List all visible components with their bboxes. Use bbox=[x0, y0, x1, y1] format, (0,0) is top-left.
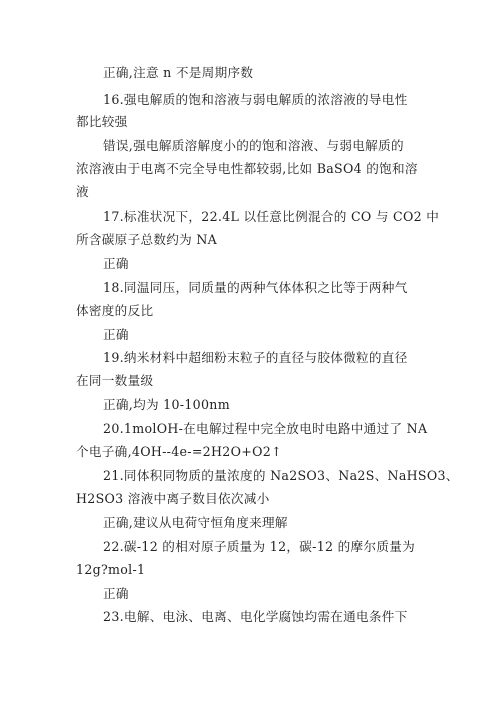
text-line-13: 19.纳米材料中超细粉末粒子的直径与胶体微粒的直径 bbox=[103, 350, 408, 365]
text-line-2: 16.强电解质的饱和溶液与弱电解质的浓溶液的导电性 bbox=[103, 92, 408, 107]
text-line-20: 正确,建议从电荷守恒角度来理解 bbox=[103, 515, 288, 530]
text-line-10: 18.同温同压，同质量的两种气体体积之比等于两种气 bbox=[103, 280, 408, 295]
text-line-24: 23.电解、电泳、电离、电化学腐蚀均需在通电条件下 bbox=[103, 609, 408, 624]
text-line-4: 错误,强电解质溶解度小的的饱和溶液、与弱电解质的 bbox=[103, 138, 404, 153]
text-line-1: 正确,注意 n 不是周期序数 bbox=[103, 65, 254, 80]
text-line-9: 正确 bbox=[103, 256, 129, 271]
text-line-11: 体密度的反比 bbox=[76, 303, 154, 318]
text-line-12: 正确 bbox=[103, 327, 129, 342]
text-line-8: 所含碳原子总数约为 NA bbox=[76, 232, 218, 247]
text-line-17: 个电子确,4OH--4e-=2H2O+O2↑ bbox=[76, 444, 282, 459]
text-line-19: H2SO3 溶液中离子数目依次减小 bbox=[76, 491, 270, 506]
text-line-22: 12g?mol-1 bbox=[76, 562, 146, 577]
text-line-5: 浓溶液由于电离不完全导电性都较弱,比如 BaSO4 的饱和溶 bbox=[76, 161, 418, 176]
text-line-23: 正确 bbox=[103, 586, 129, 601]
text-line-6: 液 bbox=[76, 184, 89, 199]
text-line-7: 17.标准状况下，22.4L 以任意比例混合的 CO 与 CO2 中 bbox=[103, 209, 440, 224]
text-line-18: 21.同体积同物质的量浓度的 Na2SO3、Na2S、NaHSO3、 bbox=[103, 468, 459, 483]
text-line-3: 都比较强 bbox=[76, 114, 128, 129]
text-line-14: 在同一数量级 bbox=[76, 373, 154, 388]
text-line-16: 20.1molOH-在电解过程中完全放电时电路中通过了 NA bbox=[103, 421, 428, 436]
text-line-15: 正确,均为 10-100nm bbox=[103, 397, 230, 412]
text-line-21: 22.碳-12 的相对原子质量为 12，碳-12 的摩尔质量为 bbox=[103, 539, 416, 554]
